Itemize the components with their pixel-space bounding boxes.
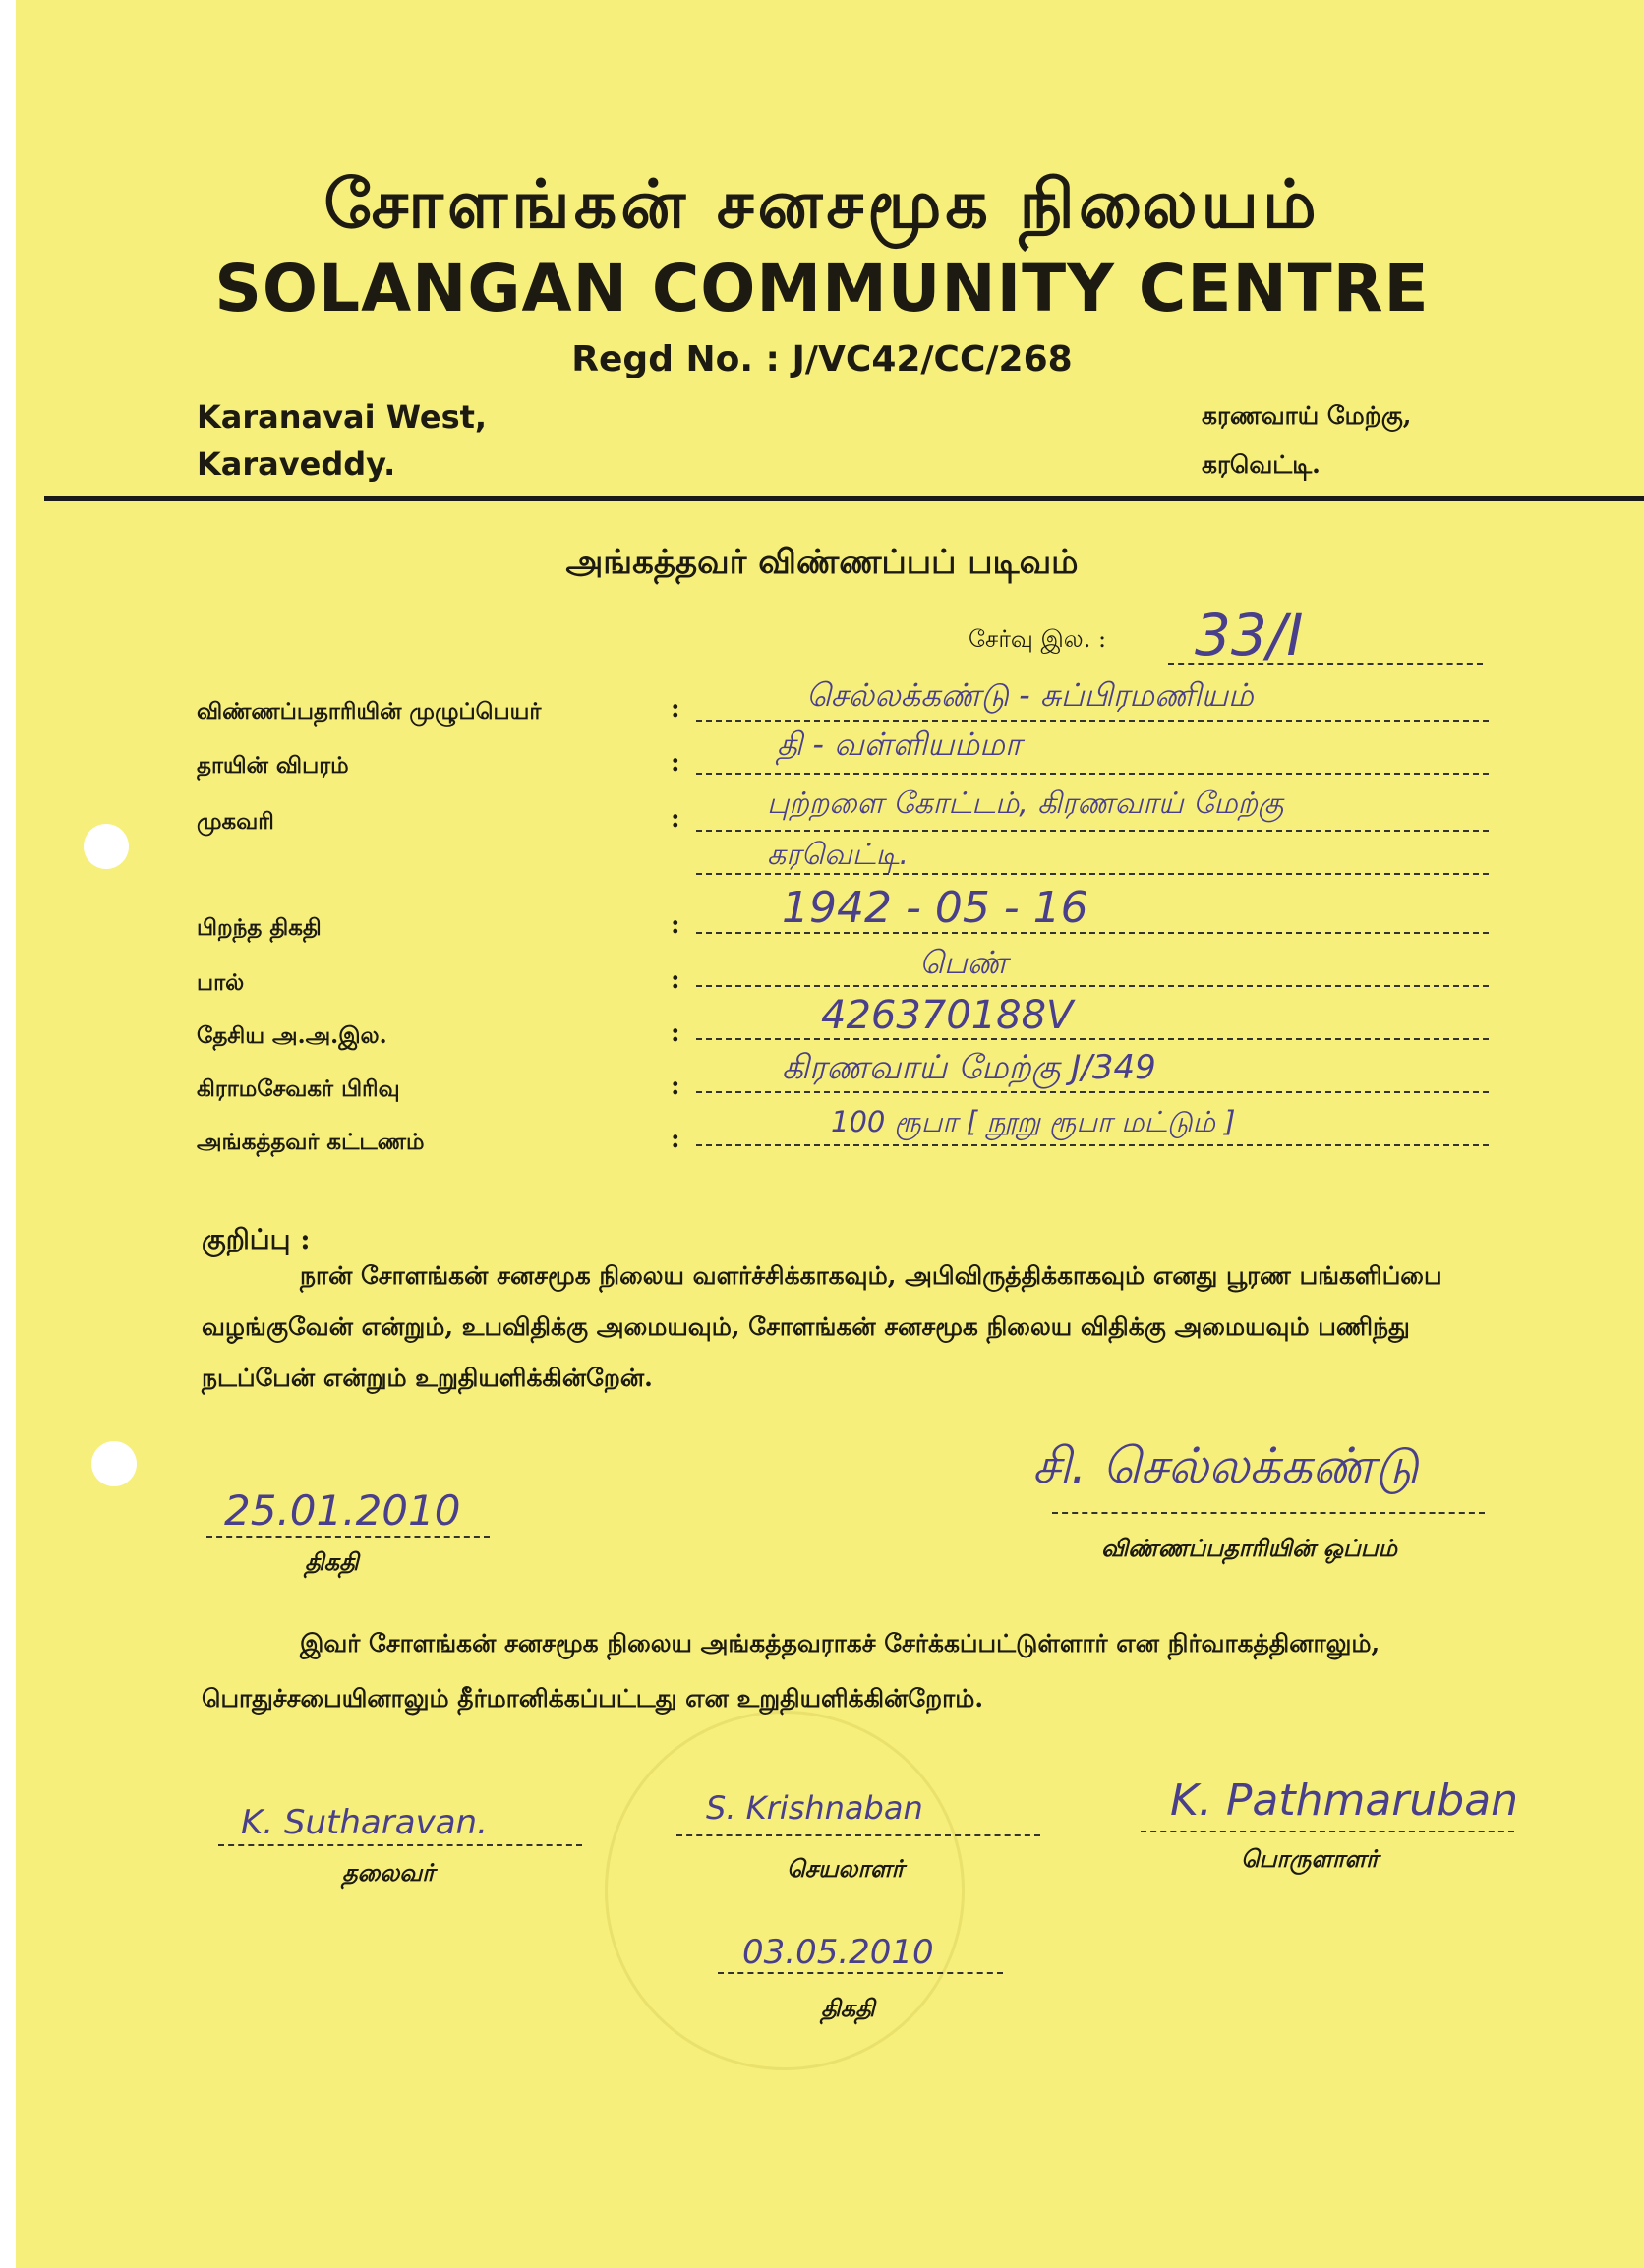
field-value-fee: 100 ரூபா [ நூறு ரூபா மட்டும் ] [831, 1105, 1236, 1138]
applicant-signature: சி. செல்லக்கண்டு [1032, 1437, 1419, 1494]
secretary-signature-line [676, 1834, 1040, 1836]
treasurer-label: பொருளாளர் [1241, 1844, 1379, 1873]
president-signature-line [218, 1844, 582, 1846]
field-colon: : [671, 1072, 680, 1101]
field-colon: : [671, 910, 680, 940]
field-value-full-name: செல்லக்கண்டு - சுப்பிரமணியம் [806, 676, 1254, 714]
field-line [696, 985, 1489, 987]
applicant-signature-label: விண்ணப்பதாரியின் ஒப்பம் [1101, 1534, 1397, 1562]
treasurer-signature-line [1141, 1831, 1514, 1832]
address-tamil-line: கரவெட்டி. [1202, 450, 1321, 479]
form-title: அங்கத்தவர் விண்ணப்பப் படிவம் [565, 543, 1079, 582]
field-line [696, 773, 1489, 775]
field-label-gn-division: கிராமசேவகர் பிரிவு [197, 1076, 400, 1102]
field-colon: : [671, 804, 680, 834]
secretary-label: செயலாளர் [787, 1854, 905, 1883]
field-line [696, 932, 1489, 934]
field-colon: : [671, 965, 680, 995]
field-label-address: முகவரி [197, 808, 274, 835]
president-signature: K. Sutharavan. [241, 1803, 488, 1842]
punch-hole [84, 824, 129, 869]
application-date-label: திகதி [305, 1547, 359, 1576]
field-value-gn-division: கிரணவாய் மேற்கு J/349 [782, 1048, 1156, 1087]
address-english [197, 393, 487, 488]
punch-hole [91, 1441, 137, 1486]
field-label-fee: அங்கத்தவர் கட்டணம் [197, 1129, 425, 1155]
field-line [696, 830, 1489, 832]
faint-seal [605, 1711, 965, 2070]
treasurer-signature: K. Pathmaruban [1170, 1775, 1519, 1826]
approval-date-label: திகதி [821, 1994, 875, 2022]
header-divider [44, 496, 1644, 501]
membership-no-value: 33/I [1195, 602, 1304, 669]
field-colon: : [671, 748, 680, 778]
approval-date-value: 03.05.2010 [742, 1933, 934, 1972]
note-body: நான் சோளங்கன் சனசமூக நிலைய வளர்ச்சிக்காகவும், அபிவிருத்திக்காகவும் எனது பூரண பங்களிப்பை வழங்குவேன் என்றும், உபவிதிக்கு அமையவும், சோளங்கன் சனசமூக நிலைய விதிக்கு அமையவும் பணிந்து நடப்பேன் என்றும் உறுதியளிக்கின்றேன். [202, 1261, 1442, 1392]
field-label-sex: பால் [197, 969, 245, 996]
field-value-sex: பெண் [919, 944, 1008, 981]
field-value-address: புற்றளை கோட்டம், கிரணவாய் மேற்கு [767, 786, 1284, 821]
field-label-mother: தாயின் விபரம் [197, 752, 349, 779]
field-value-address-line2: கரவெட்டி. [767, 838, 910, 872]
field-label-dob: பிறந்த திகதி [197, 914, 322, 941]
committee-declaration: இவர் சோளங்கன் சனசமூக நிலைய அங்கத்தவராகச் சேர்க்கப்பட்டுள்ளார் என நிர்வாகத்தினாலும், பொதுச்சபையினாலும் தீர்மானிக்கப்பட்டது என உறுதியளிக்கின்றோம். [202, 1629, 1380, 1713]
note-title: குறிப்பு : [202, 1223, 311, 1255]
field-line [696, 1038, 1489, 1040]
organization-title-tamil: சோளங்கன் சனசமூக நிலையம் [323, 165, 1321, 244]
field-colon: : [671, 694, 680, 724]
application-date-line [206, 1536, 490, 1538]
field-line [696, 1144, 1489, 1146]
address-tamil [1202, 391, 1412, 490]
organization-title-english: SOLANGAN COMMUNITY CENTRE [214, 251, 1430, 326]
registration-number: Regd No. : J/VC42/CC/268 [571, 339, 1073, 379]
president-label: தலைவர் [342, 1858, 435, 1887]
field-label-full-name: விண்ணப்பதாரியின் முழுப்பெயர் [197, 698, 542, 725]
field-value-nic: 426370188V [821, 993, 1074, 1038]
field-line [696, 720, 1489, 722]
field-value-mother: தி - வள்ளியம்மா [777, 726, 1022, 763]
membership-no-line [1168, 663, 1483, 665]
approval-date-line [718, 1972, 1003, 1974]
application-date-value: 25.01.2010 [224, 1486, 461, 1535]
address-english-line: Karaveddy. [197, 445, 396, 483]
membership-no-label: சேர்வு இல. : [969, 625, 1107, 653]
field-line [696, 1091, 1489, 1093]
applicant-signature-line [1052, 1512, 1485, 1514]
secretary-signature: S. Krishnaban [706, 1789, 923, 1827]
field-value-dob: 1942 - 05 - 16 [782, 883, 1088, 933]
address-tamil-line: கரணவாய் மேற்கு, [1202, 401, 1412, 430]
field-line [696, 873, 1489, 875]
field-colon: : [671, 1018, 680, 1048]
field-colon: : [671, 1125, 680, 1154]
field-label-nic: தேசிய அ.அ.இல. [197, 1022, 387, 1049]
address-english-line: Karanavai West, [197, 398, 488, 436]
